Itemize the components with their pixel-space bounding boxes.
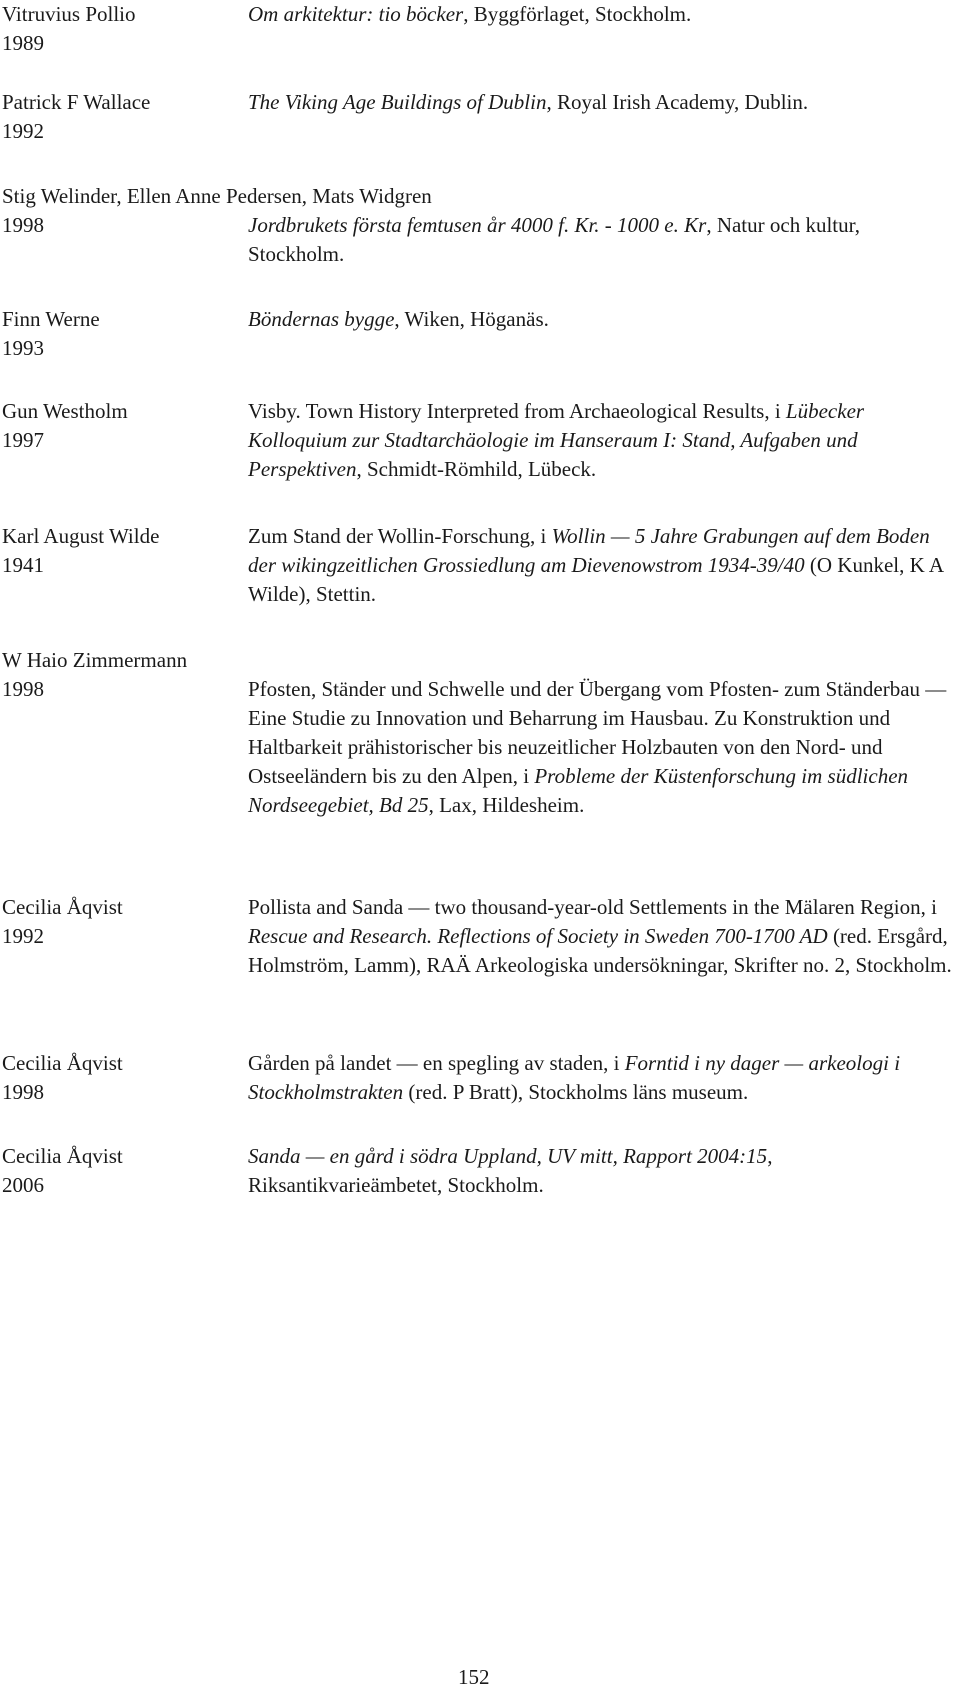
ref-text: , Schmidt-Römhild, Lübeck. — [356, 457, 597, 481]
entry-reference — [248, 397, 954, 484]
ref-text: (O Kunkel, K A Wilde), Stettin. — [248, 553, 943, 606]
entry-reference — [248, 1142, 954, 1200]
ref-title: Jordbrukets första femtusen år 4000 f. Kr. - 1000 e. Kr — [248, 213, 707, 237]
entry-author: Stig Welinder, Ellen Anne Pedersen, Mats Widgren — [2, 184, 432, 208]
entry-author: Karl August Wilde — [2, 524, 160, 548]
ref-text: Visby. Town History Interpreted from Archaeological Results, i — [248, 399, 786, 423]
entry-reference — [248, 0, 954, 29]
ref-text: , Lax, Hildesheim. — [428, 793, 585, 817]
ref-title: Forntid i ny dager — arkeologi i Stockholmstrakten — [248, 1051, 901, 1104]
ref-title: Rescue and Research. Reflections of Society in Sweden 700-1700 AD — [248, 924, 828, 948]
ref-text: (red. P Bratt), Stockholms läns museum. — [403, 1080, 749, 1104]
entry-reference — [248, 1049, 954, 1107]
page-number: 152 — [458, 1665, 490, 1689]
entry-year: 1998 — [2, 677, 44, 701]
ref-title: Lübecker Kolloquium zur Stadtarchäologie im Hanseraum I: Stand, Aufgaben und Perspektiven — [248, 399, 865, 481]
ref-title: Wollin — 5 Jahre Grabungen auf dem Boden der wikingzeitlichen Grossiedlung am Dievenowstrom 1934-39/40 — [248, 524, 930, 577]
ref-text: , Natur och kultur, Stockholm. — [248, 213, 861, 266]
ref-text: (red. Ersgård, Holmström, Lamm), RAÄ Arkeologiska undersökningar, Skrifter no. 2, Stockholm. — [248, 924, 952, 977]
entry-year: 1941 — [2, 553, 44, 577]
entry-author: Cecilia Åqvist — [2, 1051, 123, 1075]
ref-text: Gården på landet — en spegling av staden, i — [248, 1051, 625, 1075]
entry-author: Cecilia Åqvist — [2, 1144, 123, 1168]
ref-title: The Viking Age Buildings of Dublin — [248, 90, 547, 114]
entry-author: Cecilia Åqvist — [2, 895, 123, 919]
ref-title: Om arkitektur: tio böcker — [248, 2, 464, 26]
ref-title: Probleme der Küstenforschung im südlichen Nordseegebiet, Bd 25 — [248, 764, 909, 817]
entry-reference — [248, 522, 954, 609]
ref-title: Böndernas bygge — [248, 307, 395, 331]
ref-title: Sanda — en gård i södra Uppland, UV mitt, Rapport 2004:15 — [248, 1144, 768, 1168]
entry-author: Gun Westholm — [2, 399, 128, 423]
ref-text: , Wiken, Höganäs. — [394, 307, 549, 331]
entry-year: 1998 — [2, 1080, 44, 1104]
entry-year: 1997 — [2, 428, 44, 452]
entry-year: 1992 — [2, 924, 44, 948]
entry-reference — [248, 893, 954, 980]
entry-author: Finn Werne — [2, 307, 100, 331]
entry-year: 2006 — [2, 1173, 44, 1197]
ref-text: Pollista and Sanda — two thousand-year-old Settlements in the Mälaren Region, i — [248, 895, 937, 919]
ref-text: , Riksantikvarieämbetet, Stockholm. — [248, 1144, 773, 1197]
ref-text: Zum Stand der Wollin-Forschung, i — [248, 524, 552, 548]
ref-text: , Royal Irish Academy, Dublin. — [546, 90, 809, 114]
entry-reference — [248, 211, 954, 269]
entry-author: Patrick F Wallace — [2, 90, 151, 114]
entry-year: 1993 — [2, 336, 44, 360]
entry-author: W Haio Zimmermann — [2, 648, 188, 672]
entry-reference — [248, 88, 954, 117]
entry-year: 1998 — [2, 213, 44, 237]
entry-year: 1992 — [2, 119, 44, 143]
ref-text: Pfosten, Ständer und Schwelle und der Übergang vom Pfosten- zum Ständerbau — Eine Studie zu Innovation und Beharrung im Hausbau. Zu Konstruktion und Haltbarkeit prähistorischer bis neuzeitlicher Holzbauten von den Nord- und Ostseeländern bis zu den Alpen, i — [248, 677, 947, 788]
entry-year: 1989 — [2, 31, 44, 55]
ref-text: , Byggförlaget, Stockholm. — [463, 2, 692, 26]
entry-reference — [248, 675, 954, 820]
entry-author: Vitruvius Pollio — [2, 2, 136, 26]
entry-reference — [248, 305, 954, 334]
